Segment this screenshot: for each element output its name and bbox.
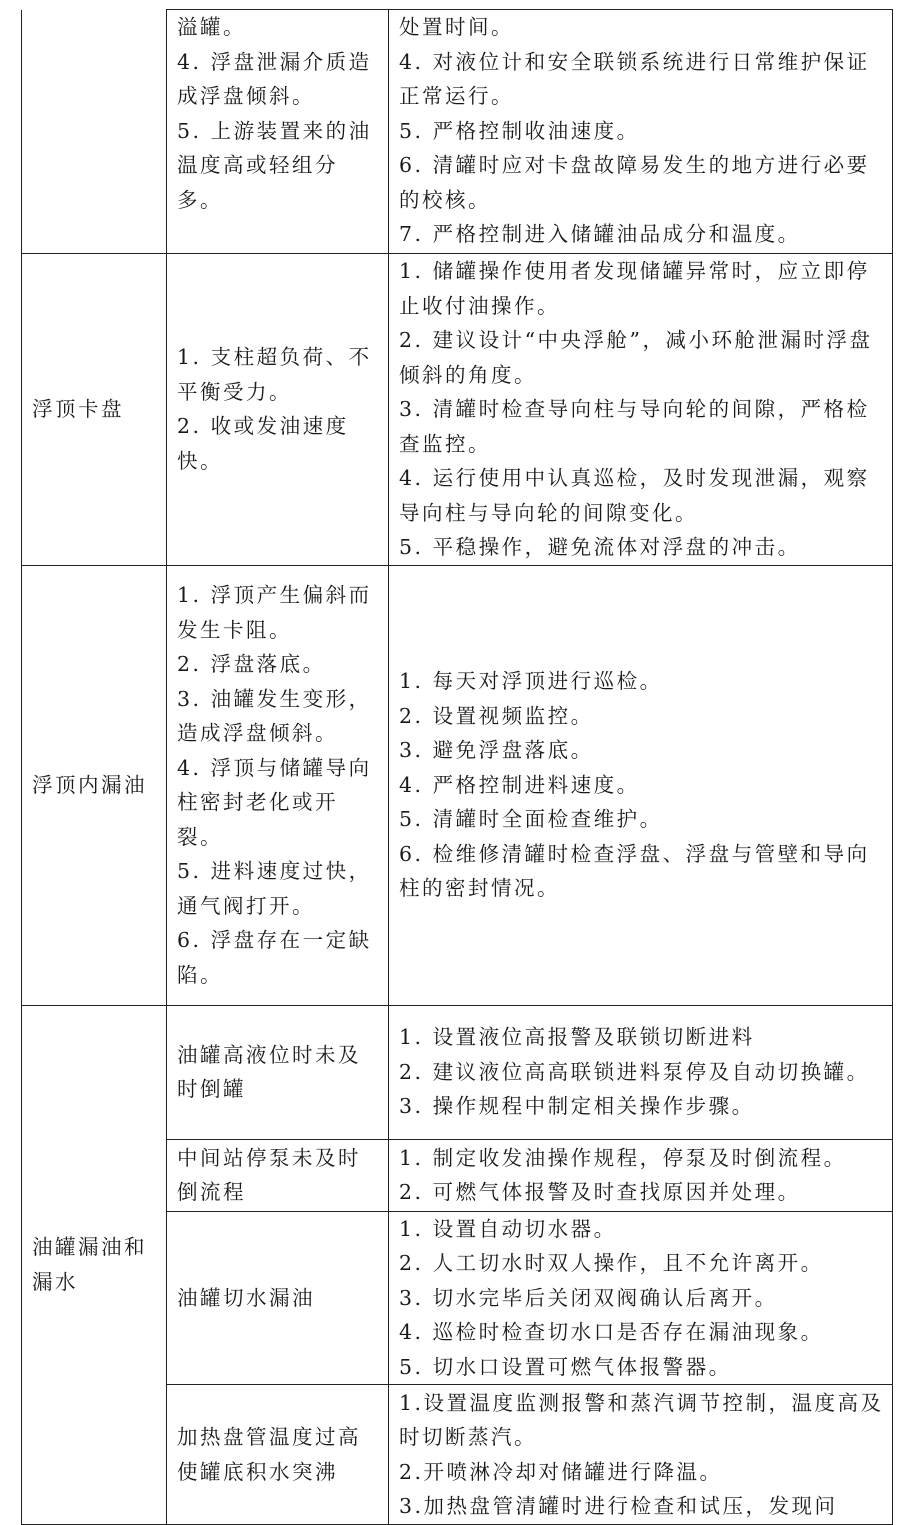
measure-cell (389, 1385, 893, 1525)
risk-table (21, 9, 893, 1525)
measure-line: 5. 切水口设置可燃气体报警器。 (399, 1354, 732, 1379)
cause-line: 2. 收或发油速度快。 (177, 414, 349, 473)
cause-line: 1. 支柱超负荷、不平衡受力。 (177, 345, 372, 404)
measure-line: 处置时间。 (399, 15, 514, 39)
hazard-cell: 浮顶内漏油 (22, 565, 167, 1005)
table-row (22, 10, 893, 254)
measure-line: 3. 清罐时检查导向柱与导向轮的间隙，严格检查监控。 (399, 397, 870, 456)
hazard-cell (22, 10, 167, 254)
measure-cell (389, 1139, 893, 1211)
cause-line: 加热盘管温度过高使罐底积水突沸 (177, 1425, 361, 1484)
cause-cell (167, 1211, 389, 1385)
cause-line: 溢罐。 (177, 15, 246, 39)
measure-line: 5. 严格控制收油速度。 (399, 118, 640, 143)
measure-line: 5. 清罐时全面检查维护。 (399, 807, 663, 832)
measure-cell (389, 254, 893, 566)
measure-line: 4. 巡检时检查切水口是否存在漏油现象。 (399, 1320, 824, 1344)
measure-line: 2. 设置视频监控。 (399, 703, 594, 728)
table-row (22, 565, 893, 1005)
measure-cell (389, 10, 893, 254)
cause-line: 5. 上游装置来的油温度高或轻组分多。 (177, 118, 372, 212)
cause-line: 5. 进料速度过快，通气阀打开。 (177, 859, 372, 918)
hazard-cell: 浮顶卡盘 (22, 254, 167, 566)
measure-line: 2. 人工切水时双人操作，且不允许离开。 (399, 1251, 824, 1275)
measure-cell (389, 565, 893, 1005)
measure-line: 3. 切水完毕后关闭双阀确认后离开。 (399, 1285, 778, 1310)
cause-line: 油罐高液位时未及时倒罐 (177, 1042, 361, 1101)
cause-line: 1. 浮顶产生偏斜而发生卡阻。 (177, 583, 372, 642)
cause-line: 中间站停泵未及时倒流程 (177, 1145, 361, 1204)
measure-line: 4. 严格控制进料速度。 (399, 772, 640, 797)
cause-line: 2. 浮盘落底。 (177, 652, 326, 676)
measure-line: 4. 运行使用中认真巡检，及时发现泄漏，观察导向柱与导向轮的间隙变化。 (399, 466, 870, 525)
cause-cell (167, 1139, 389, 1211)
table-row (22, 254, 893, 566)
cause-line: 4. 浮顶与储罐导向柱密封老化或开裂。 (177, 755, 372, 849)
measure-line: 1. 设置自动切水器。 (399, 1216, 617, 1241)
cause-line: 6. 浮盘存在一定缺陷。 (177, 928, 372, 987)
measure-line: 3. 避免浮盘落底。 (399, 738, 594, 763)
cause-line: 3. 油罐发生变形，造成浮盘倾斜。 (177, 686, 372, 745)
measure-line: 2. 建议设计“中央浮舱”，减小环舱泄漏时浮盘倾斜的角度。 (399, 328, 873, 387)
measure-line: 4. 对液位计和安全联锁系统进行日常维护保证正常运行。 (399, 49, 870, 108)
measure-line: 1.设置温度监测报警和蒸汽调节控制，温度高及时切断蒸汽。 (399, 1390, 884, 1449)
cause-cell (167, 1005, 389, 1139)
measure-line: 3. 操作规程中制定相关操作步骤。 (399, 1094, 755, 1119)
cause-cell (167, 10, 389, 254)
cause-line: 4. 浮盘泄漏介质造成浮盘倾斜。 (177, 49, 372, 108)
measure-cell (389, 1211, 893, 1385)
measure-line: 1. 设置液位高报警及联锁切断进料 (399, 1025, 755, 1050)
measure-line: 3.加热盘管清罐时进行检查和试压，发现问 (399, 1494, 838, 1518)
measure-line: 1. 每天对浮顶进行巡检。 (399, 669, 663, 694)
measure-line: 2. 可燃气体报警及时查找原因并处理。 (399, 1180, 801, 1204)
cause-cell (167, 1385, 389, 1525)
measure-line: 2. 建议液位高高联锁进料泵停及自动切换罐。 (399, 1059, 870, 1084)
measure-line: 2.开喷淋冷却对储罐进行降温。 (399, 1459, 723, 1484)
measure-line: 6. 清罐时应对卡盘故障易发生的地方进行必要的校核。 (399, 153, 870, 212)
cause-cell (167, 254, 389, 566)
hazard-cell: 油罐漏油和漏水 (22, 1005, 167, 1525)
measure-line: 1. 储罐操作使用者发现储罐异常时，应立即停止收付油操作。 (399, 259, 870, 318)
measure-line: 1. 制定收发油操作规程，停泵及时倒流程。 (399, 1145, 847, 1170)
cause-cell (167, 565, 389, 1005)
measure-cell (389, 1005, 893, 1139)
measure-line: 7. 严格控制进入储罐油品成分和温度。 (399, 222, 801, 246)
table-row (22, 1005, 893, 1139)
measure-line: 6. 检维修清罐时检查浮盘、浮盘与管壁和导向柱的密封情况。 (399, 841, 870, 901)
measure-line: 5. 平稳操作，避免流体对浮盘的冲击。 (399, 535, 801, 559)
cause-line: 油罐切水漏油 (177, 1285, 315, 1310)
